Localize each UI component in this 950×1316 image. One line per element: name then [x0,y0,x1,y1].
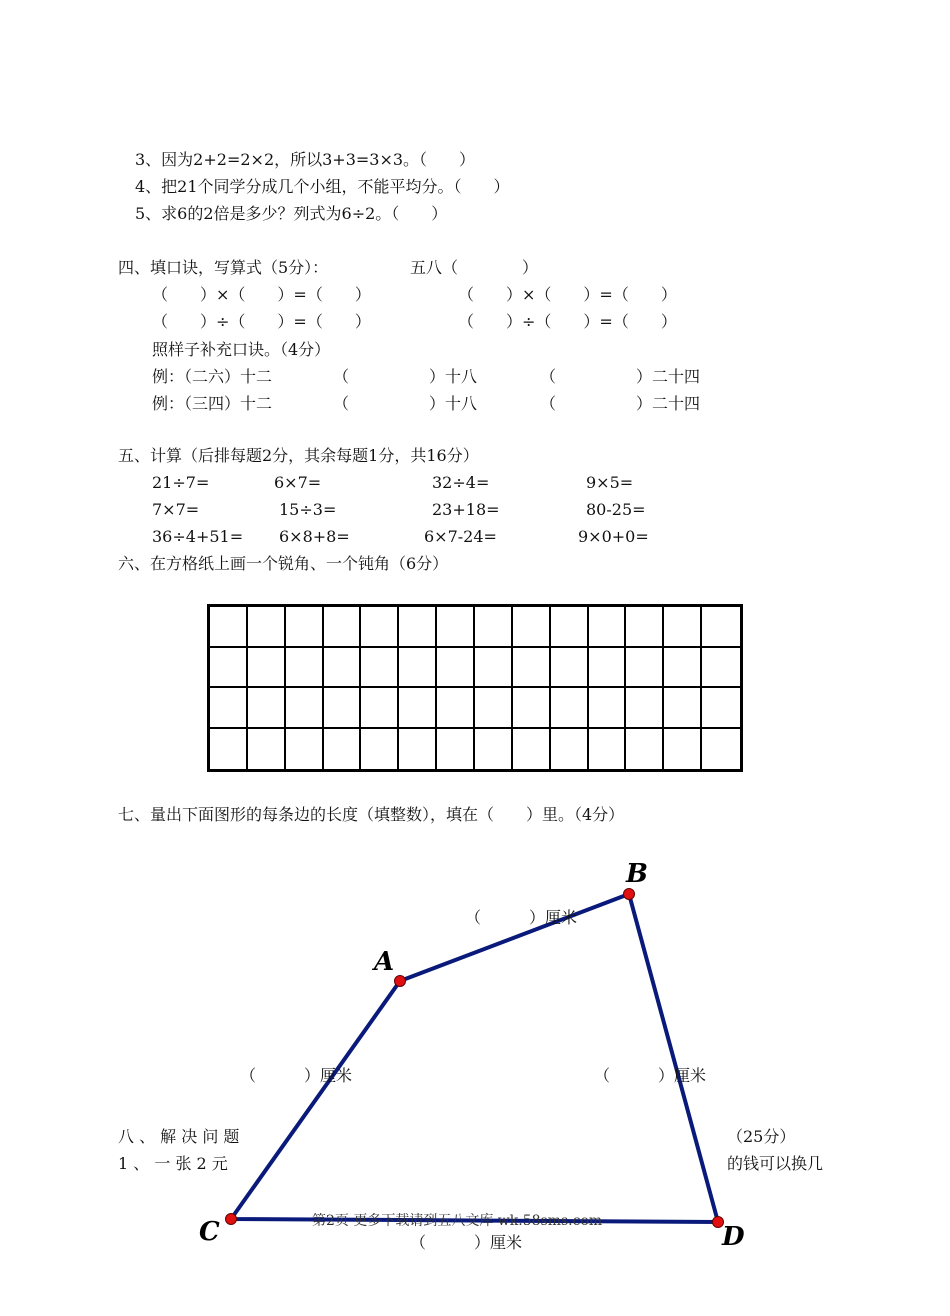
vertex-a-dot [395,976,406,987]
section-5-heading: 五、计算（后排每题2分，其余每题1分，共16分） [118,446,479,465]
example-2-blank-18: （ ）十八 [333,394,478,413]
question-3: 3、因为2+2=2×2，所以3+3=3×3。（ ） [135,150,476,169]
example-heading: 照样子补充口诀。（4分） [152,340,331,359]
calc-r3-c4: 9×0+0= [578,527,649,546]
vertex-c-dot [226,1214,237,1225]
section-8-heading: 八 、 解 决 问 题 [118,1127,240,1146]
calc-r2-c4: 80-25= [586,500,646,519]
calc-r1-c2: 6×7= [274,473,322,492]
calc-r3-c3: 6×7-24= [424,527,497,546]
section-8-points: （25分） [727,1127,796,1146]
calc-r1-c3: 32÷4= [432,473,490,492]
example-2-label: 例：（三四）十二 [152,394,273,413]
question-4: 4、把21个同学分成几个小组，不能平均分。（ ） [135,177,510,196]
mul-equation-left: （ ）×（ ）=（ ） [152,285,371,304]
calc-r3-c1: 36÷4+51= [152,527,244,546]
edge-ac-blank: （ ）厘米 [240,1066,353,1085]
section-7-heading: 七、量出下面图形的每条边的长度（填整数），填在（ ）里。（4分） [118,805,625,824]
example-1-blank-24: （ ）二十四 [540,367,701,386]
edge-bd-blank: （ ）厘米 [594,1066,707,1085]
section-8-q1-end: 的钱可以换几 [727,1154,824,1173]
vertex-d-label: D [722,1222,745,1252]
vertex-b-dot [624,889,635,900]
section-6-heading: 六、在方格纸上画一个锐角、一个钝角（6分） [118,554,449,573]
wuba-blank: 五八（ ） [410,258,539,277]
calc-r1-c1: 21÷7= [152,473,210,492]
edge-ab-blank: （ ）厘米 [465,908,578,927]
question-5: 5、求6的2倍是多少？列式为6÷2。（ ） [135,204,448,223]
calc-r1-c4: 9×5= [586,473,634,492]
example-2-blank-24: （ ）二十四 [540,394,701,413]
example-1-label: 例：（二六）十二 [152,367,273,386]
calc-r2-c2: 15÷3= [279,500,337,519]
calc-r3-c2: 6×8+8= [279,527,350,546]
edge-cd-blank: （ ）厘米 [410,1233,523,1252]
page-footer: 第2页 更多下载请到五八文库 wk.58sms.com [312,1213,603,1229]
calc-r2-c3: 23+18= [432,500,500,519]
section-8-q1-start: 1 、 一 张 2 元 [118,1154,228,1173]
example-1-blank-18: （ ）十八 [333,367,478,386]
vertex-b-label: B [626,859,648,889]
section-4-heading: 四、填口诀，写算式（5分）： [118,258,329,277]
div-equation-right: （ ）÷（ ）=（ ） [458,312,677,331]
mul-equation-right: （ ）×（ ）=（ ） [458,285,677,304]
vertex-c-label: C [199,1217,220,1247]
vertex-a-label: A [374,947,395,977]
calc-r2-c1: 7×7= [152,500,200,519]
div-equation-left: （ ）÷（ ）=（ ） [152,312,371,331]
quadrilateral-shape [231,894,718,1222]
